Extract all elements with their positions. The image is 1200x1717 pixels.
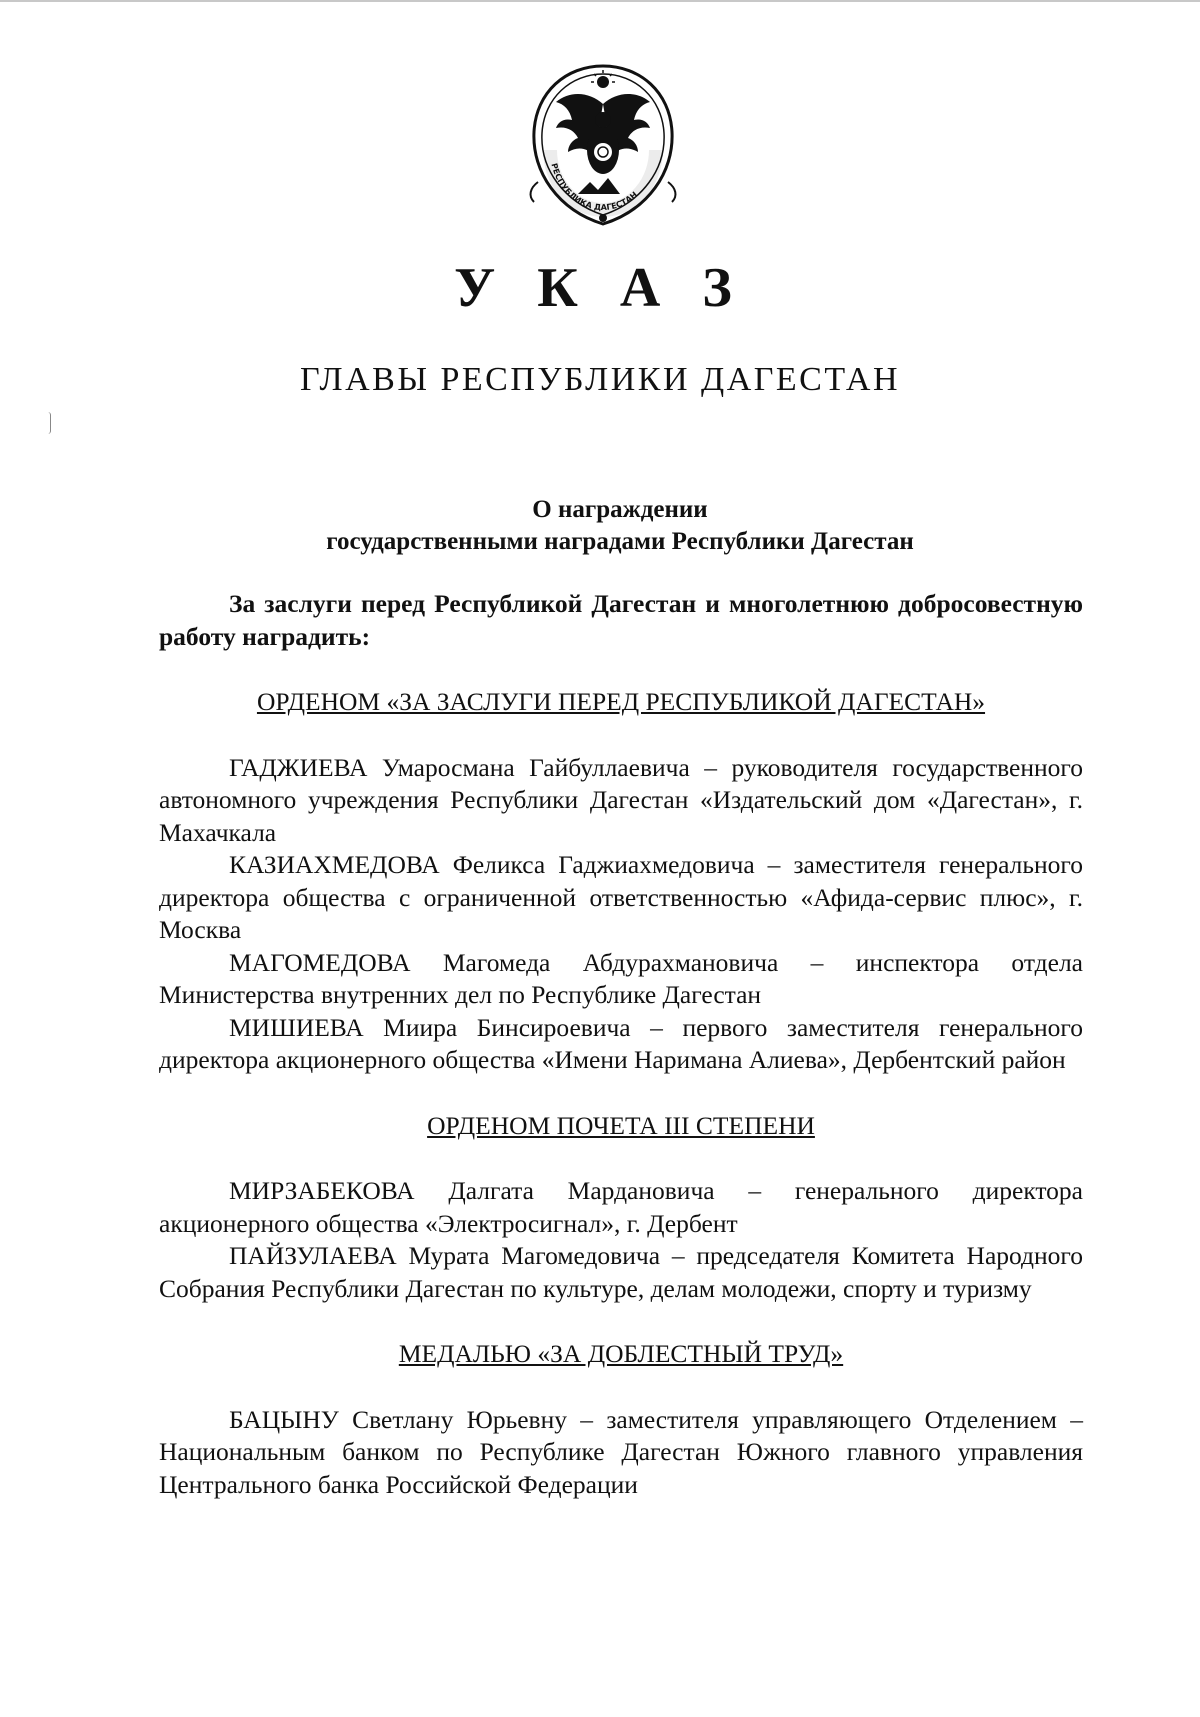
award-entry: МИРЗАБЕКОВА Далгата Мардановича – генерального директора акционерного общества «Электросигнал», г. Дербент (159, 1176, 1083, 1238)
award-section (159, 1338, 1083, 1501)
scan-mark (48, 412, 51, 434)
award-entry: БАЦЫНУ Светлану Юрьевну – заместителя управляющего Отделением – Национальным банком по Республике Дагестан Южного главного управления Центрального банка Российской Федерации (159, 1404, 1083, 1499)
award-entry: МАГОМЕДОВА Магомеда Абдурахмановича – инспектора отдела Министерства внутренних дел по Республике Дагестан (159, 947, 1083, 1009)
award-entry: МИШИЕВА Миира Бинсироевича – первого заместителя генерального директора акционерного общества «Имени Наримана Алиева», Дербентский район (159, 1012, 1083, 1074)
decree-body (159, 588, 1083, 1501)
award-entry: ПАЙЗУЛАЕВА Мурата Магомедовича – председателя Комитета Народного Собрания Республики Дагестан по культуре, делам молодежи, спорту и туризму (159, 1241, 1083, 1303)
scan-mark (0, 0, 1200, 2)
award-entry: КАЗИАХМЕДОВА Феликса Гаджиахмедовича – заместителя генерального директора общества с ограниченной ответственностью «Афида-сервис плюс», г. Москва (159, 850, 1083, 944)
decree-subtitle: ГЛАВЫ РЕСПУБЛИКИ ДАГЕСТАН (299, 361, 901, 398)
coat-of-arms-icon (520, 62, 686, 234)
award-entry: ГАДЖИЕВА Умаросмана Гайбуллаевича – руководителя государственного автономного учреждения Республики Дагестан «Издательский дом «Дагестан», г. Махачкала (159, 752, 1083, 847)
award-section (159, 1110, 1083, 1306)
section-title: ОРДЕНОМ ПОЧЕТА III СТЕПЕНИ (427, 1110, 815, 1140)
award-section (159, 686, 1083, 1077)
emblem-text: РЕСПУБЛИКА ДАГЕСТАН (549, 162, 640, 213)
heading-line-1: О награждении (532, 496, 708, 523)
decree-heading (0, 494, 1200, 558)
heading-line-2: государственными наградами Республики Дагестан (326, 528, 914, 555)
decree-intro: За заслуги перед Республикой Дагестан и многолетнюю добросовестную работу наградить: (159, 589, 1083, 651)
section-title: МЕДАЛЬЮ «ЗА ДОБЛЕСТНЫЙ ТРУД» (398, 1339, 844, 1368)
decree-title: У К А З (454, 257, 746, 319)
section-title: ОРДЕНОМ «ЗА ЗАСЛУГИ ПЕРЕД РЕСПУБЛИКОЙ ДАГЕСТАН» (256, 687, 986, 716)
